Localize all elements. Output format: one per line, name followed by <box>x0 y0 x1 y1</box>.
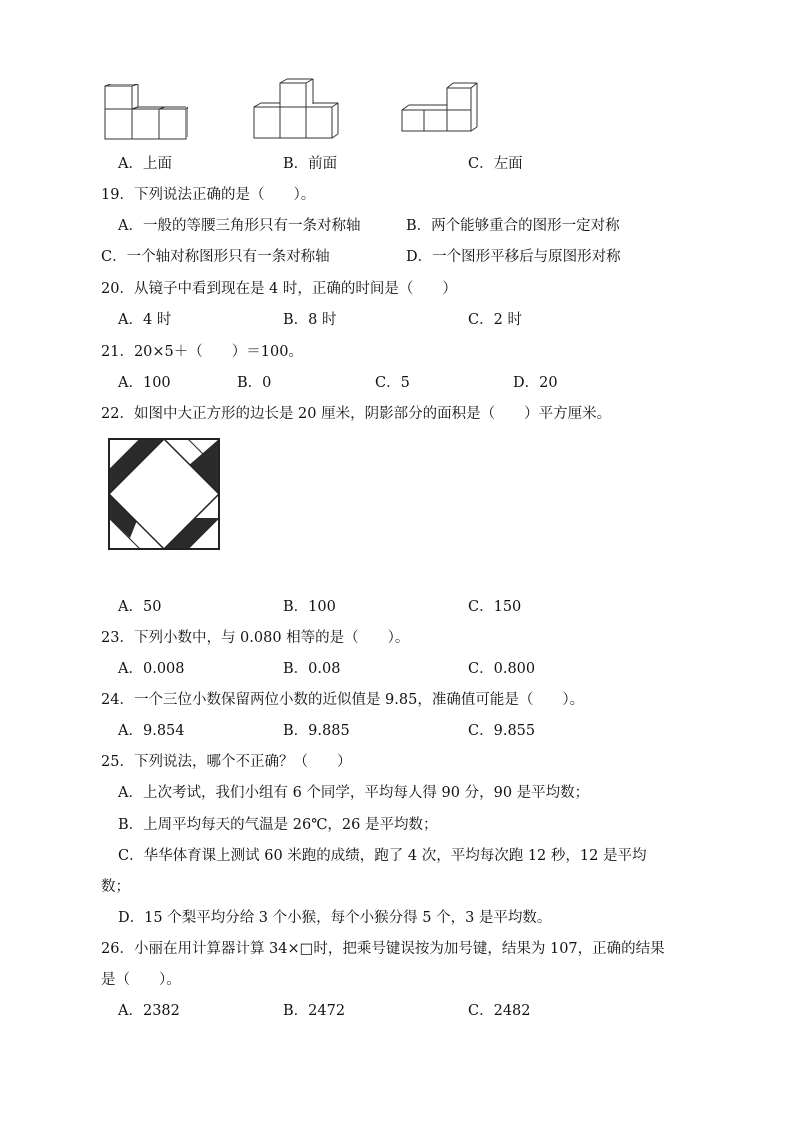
option-c: C．华华体育课上测试 60 米跑的成绩，跑了 4 次，平均每次跑 12 秒，12 是平均 <box>118 848 647 864</box>
option-b: B．9.885 <box>283 723 350 739</box>
question-22-stem: 22．如图中大正方形的边长是 20 厘米，阴影部分的面积是（ ）平方厘米。 <box>101 406 612 422</box>
option-d: D．15 个梨平均分给 3 个小猴，每个小猴分得 5 个，3 是平均数。 <box>118 910 552 926</box>
question-24-stem: 24．一个三位小数保留两位小数的近似值是 9.85，准确值可能是（ ）。 <box>101 692 585 708</box>
question-25-stem: 25．下列说法，哪个不正确？（ ） <box>101 754 352 770</box>
option-b: B．2472 <box>283 1003 346 1019</box>
option-c: C．0.800 <box>468 661 536 677</box>
question-20-stem: 20．从镜子中看到现在是 4 时，正确的时间是（ ） <box>101 281 457 297</box>
question-21-stem: 21．20×5＋（ ）＝100。 <box>101 344 303 360</box>
option-a: A．9.854 <box>118 723 185 739</box>
option-b: B．0.08 <box>283 661 341 677</box>
option-c: C．9.855 <box>468 723 536 739</box>
question-23-stem: 23．下列小数中，与 0.080 相等的是（ ）。 <box>101 630 410 646</box>
question-26-stem: 26．小丽在用计算器计算 34×□时，把乘号键误按为加号键，结果为 107，正确的结果 <box>101 941 665 957</box>
option-c-continuation: 数； <box>101 879 130 895</box>
option-a: A．2382 <box>118 1003 180 1019</box>
cube-figure-top-view <box>104 84 188 142</box>
question-19-stem: 19．下列说法正确的是（ ）。 <box>101 187 316 203</box>
cube-figure-left-view <box>401 82 481 134</box>
option-a: A．上次考试，我们小组有 6 个同学，平均每人得 90 分，90 是平均数； <box>118 785 590 801</box>
option-c: C．2 时 <box>468 312 522 328</box>
option-c: C．一个轴对称图形只有一条对称轴 <box>101 249 330 265</box>
option-a: A．0.008 <box>118 661 185 677</box>
option-c: C．左面 <box>468 156 523 172</box>
option-b: B．8 时 <box>283 312 337 328</box>
option-b: B．前面 <box>283 156 338 172</box>
square-shaded-figure <box>108 438 221 551</box>
option-c: C．2482 <box>468 1003 531 1019</box>
option-a: A．4 时 <box>118 312 172 328</box>
option-d: D．20 <box>513 375 558 391</box>
option-c: C．5 <box>375 375 410 391</box>
option-a: A．上面 <box>118 156 172 172</box>
option-a: A．一般的等腰三角形只有一条对称轴 <box>118 218 361 234</box>
option-b: B．上周平均每天的气温是 26℃，26 是平均数； <box>118 817 438 833</box>
option-a: A．50 <box>118 599 162 615</box>
option-c: C．150 <box>468 599 522 615</box>
question-26-stem-continuation: 是（ ）。 <box>101 972 181 988</box>
option-d: D．一个图形平移后与原图形对称 <box>406 249 621 265</box>
option-a: A．100 <box>118 375 171 391</box>
option-b: B．两个能够重合的图形一定对称 <box>406 218 620 234</box>
option-b: B．0 <box>237 375 272 391</box>
cube-figure-front-view <box>253 78 339 140</box>
option-b: B．100 <box>283 599 336 615</box>
